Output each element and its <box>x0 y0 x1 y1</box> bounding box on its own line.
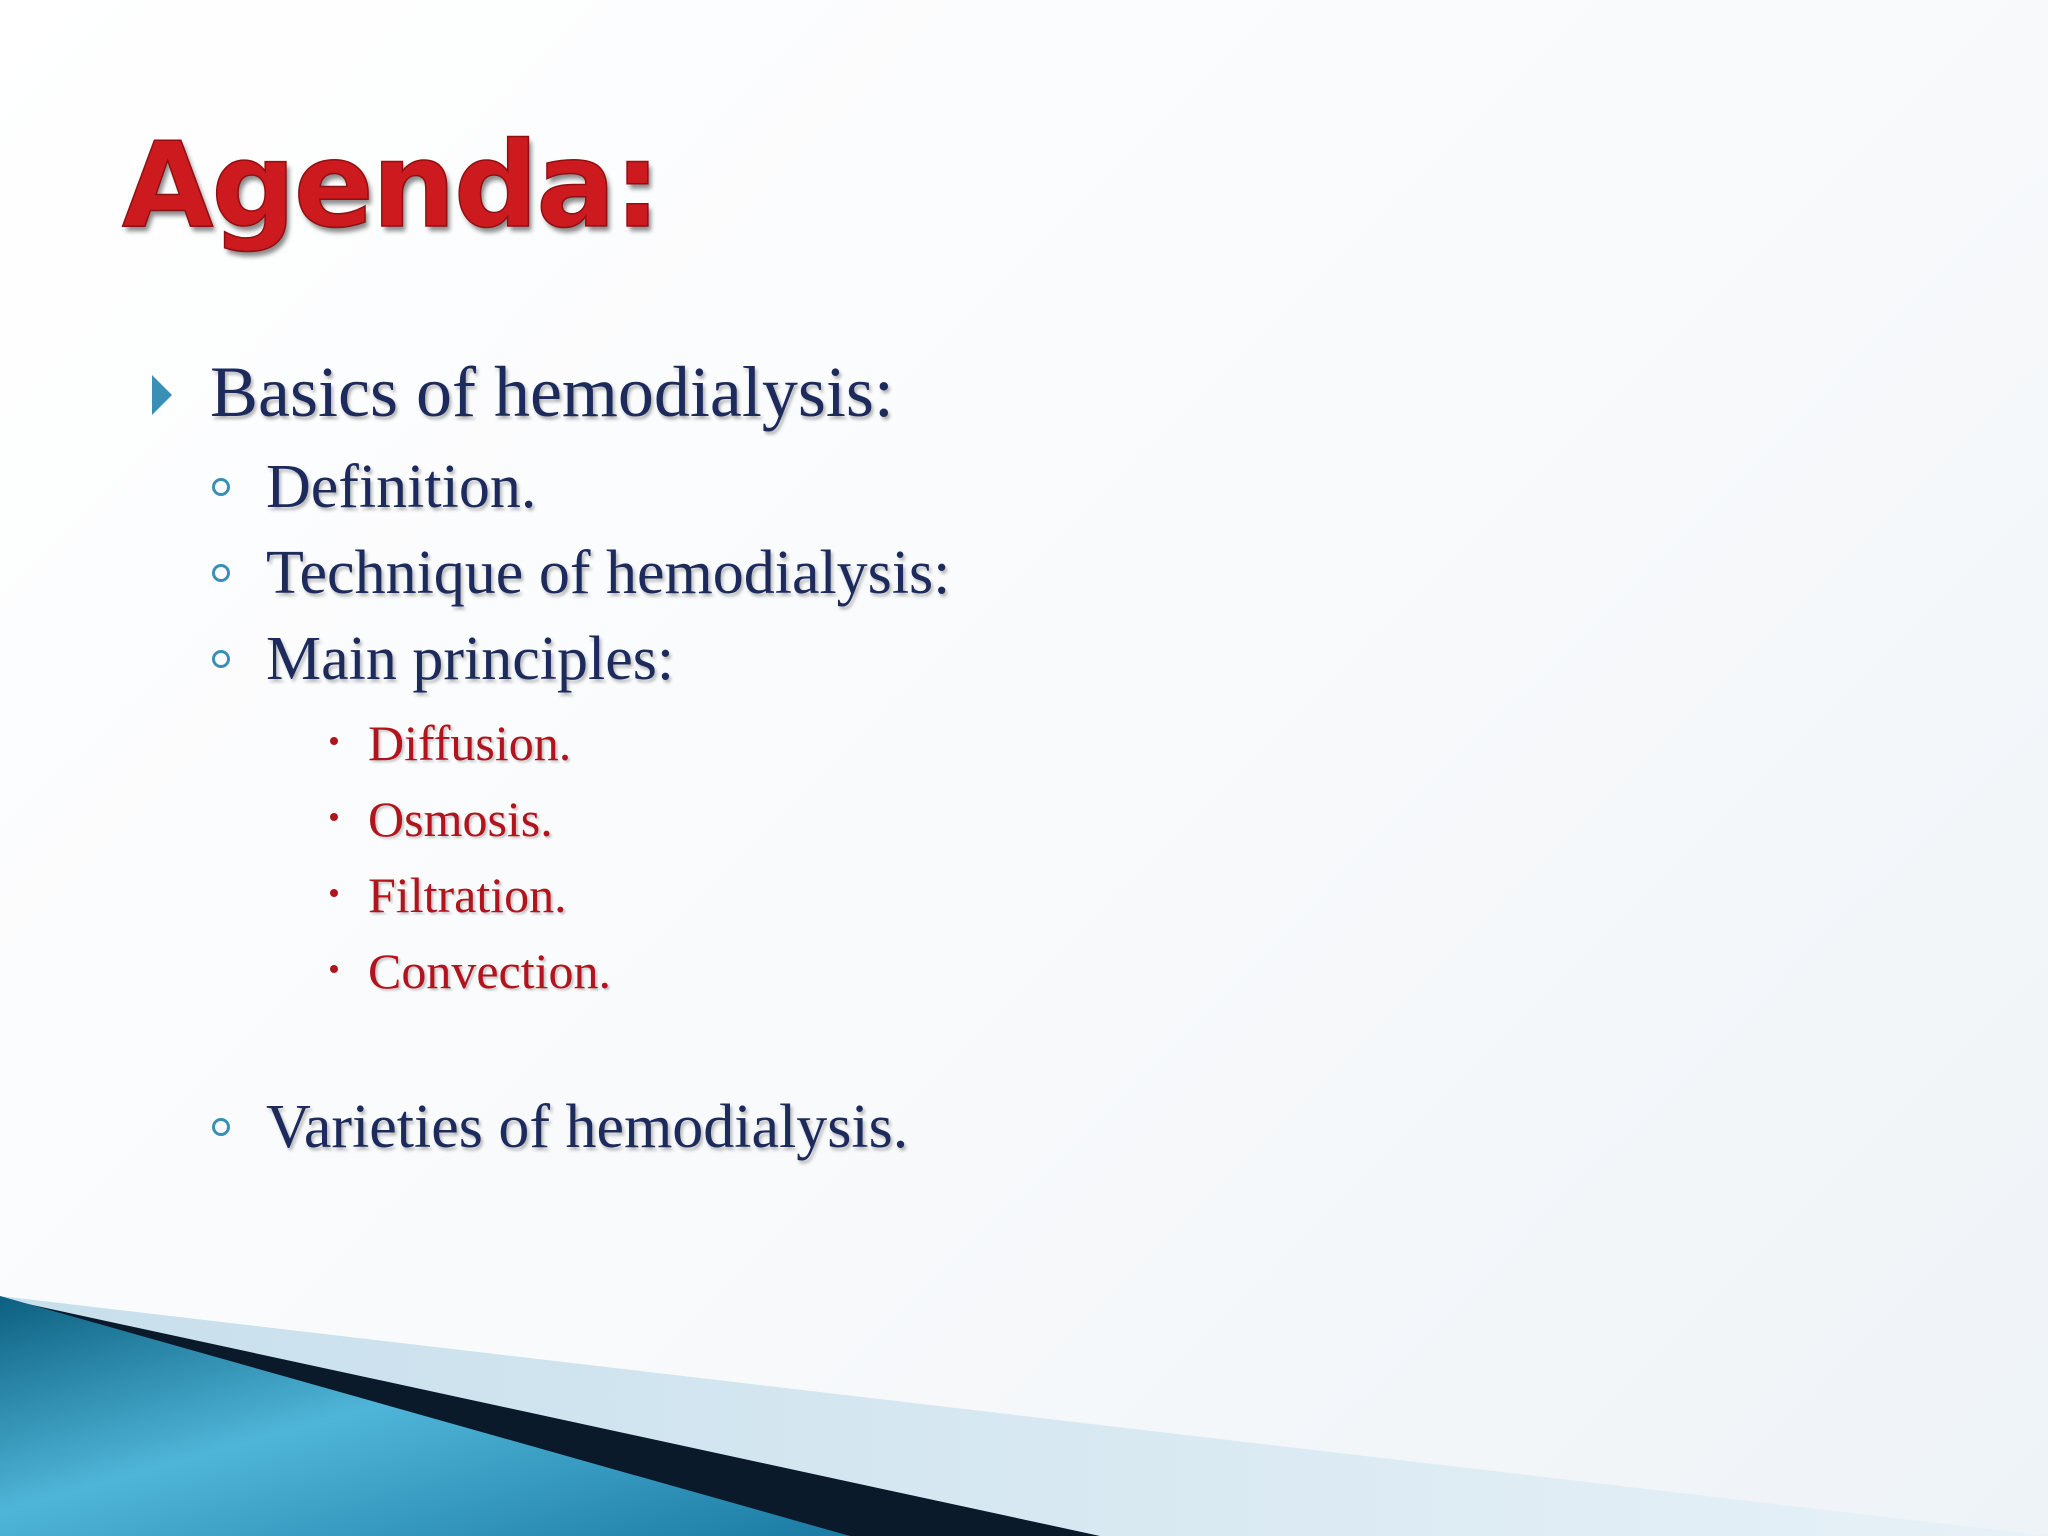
pale-wedge <box>0 1296 2048 1536</box>
agenda-item-osmosis <box>330 791 553 847</box>
agenda-item-filtration <box>330 867 567 923</box>
agenda-item-label: Convection. <box>368 943 612 999</box>
agenda-item-varieties <box>212 1093 909 1161</box>
agenda-item-label: Varieties of hemodialysis. <box>266 1093 909 1161</box>
dark-wedge <box>0 1298 1100 1536</box>
dot-icon <box>330 965 338 973</box>
slide-title: Agenda: <box>122 116 660 254</box>
triangle-arrow-icon <box>152 375 172 415</box>
hollow-circle-icon <box>212 1118 230 1136</box>
teal-wedge <box>0 1296 850 1536</box>
dot-icon <box>330 737 338 745</box>
agenda-item-label: Main principles: <box>266 625 675 693</box>
agenda-item-definition <box>212 453 537 521</box>
hollow-circle-icon <box>212 478 230 496</box>
agenda-item-convection <box>330 943 612 999</box>
agenda-item-label: Technique of hemodialysis: <box>266 539 951 607</box>
agenda-item-principles <box>212 625 675 693</box>
agenda-item-label: Osmosis. <box>368 791 553 847</box>
agenda-item-label: Filtration. <box>368 867 567 923</box>
hollow-circle-icon <box>212 564 230 582</box>
agenda-item-diffusion <box>330 715 572 771</box>
dot-icon <box>330 889 338 897</box>
agenda-item-label: Basics of hemodialysis: <box>210 352 894 432</box>
hollow-circle-icon <box>212 650 230 668</box>
dot-icon <box>330 813 338 821</box>
agenda-item-label: Diffusion. <box>368 715 572 771</box>
agenda-item-basics <box>152 352 894 432</box>
agenda-item-technique <box>212 539 951 607</box>
agenda-item-label: Definition. <box>266 453 537 521</box>
